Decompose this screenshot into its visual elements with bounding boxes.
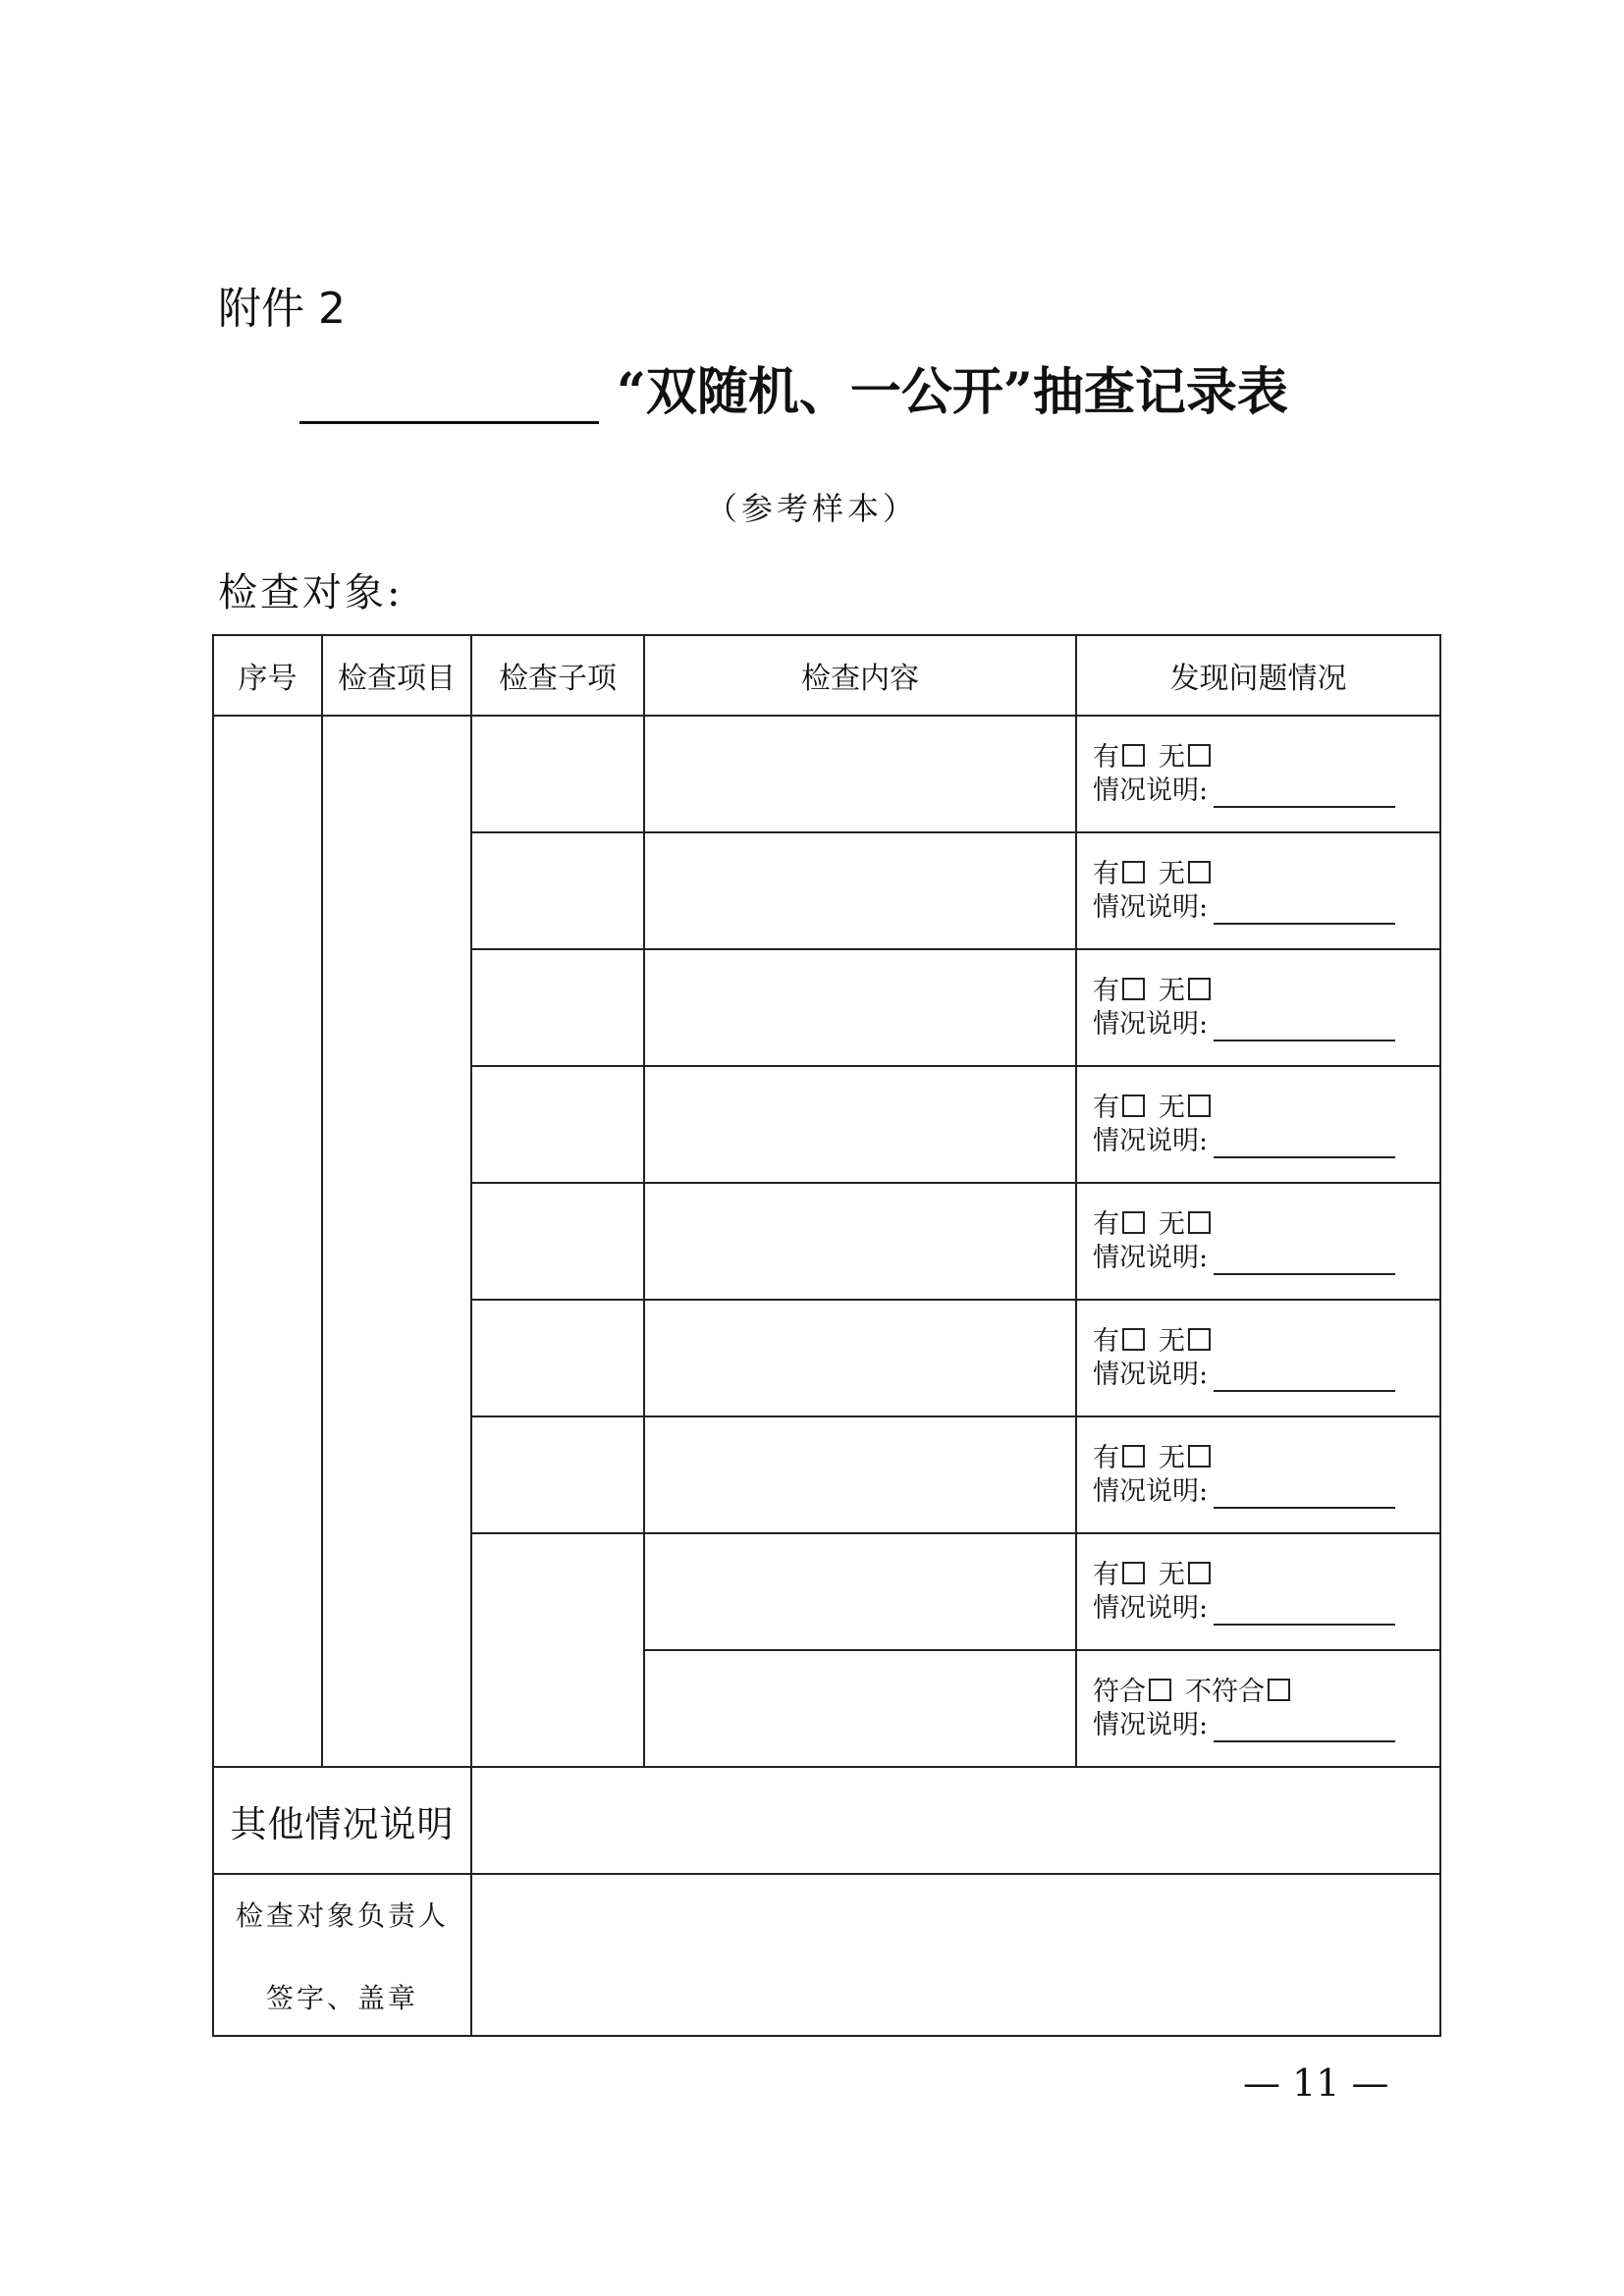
yes-checkbox[interactable] <box>1122 1445 1145 1468</box>
option-no-label: 无 <box>1159 1325 1185 1357</box>
inspection-subitem-cell[interactable] <box>471 1533 644 1767</box>
no-checkbox[interactable] <box>1188 861 1211 883</box>
attachment-label: 附件 2 <box>218 284 346 334</box>
description-fill-line[interactable] <box>1214 1713 1395 1742</box>
findings-cell <box>1076 716 1440 832</box>
option-no-label: 无 <box>1159 1092 1185 1123</box>
no-checkbox[interactable] <box>1188 1562 1211 1584</box>
description-label: 情况说明: <box>1093 1592 1209 1624</box>
header-serial-number: 序号 <box>213 635 322 716</box>
description-fill-line[interactable] <box>1214 778 1395 808</box>
inspection-subitem-cell[interactable] <box>471 1300 644 1416</box>
inspection-subitem-cell[interactable] <box>471 1183 644 1300</box>
table-row <box>213 716 1440 832</box>
inspection-content-cell[interactable] <box>644 1300 1076 1416</box>
page-number: — 11 — <box>1243 2061 1389 2105</box>
description-fill-line[interactable] <box>1214 1479 1395 1509</box>
inspection-object-label: 检查对象: <box>218 570 404 615</box>
description-fill-line[interactable] <box>1214 1012 1395 1041</box>
option-no-label: 无 <box>1159 1559 1185 1590</box>
inspection-content-cell[interactable] <box>644 949 1076 1066</box>
no-checkbox[interactable] <box>1188 744 1211 767</box>
no-checkbox[interactable] <box>1188 1445 1211 1468</box>
findings-cell <box>1076 832 1440 949</box>
yes-checkbox[interactable] <box>1122 1095 1145 1117</box>
other-notes-row <box>213 1767 1440 1874</box>
header-inspection-subitem: 检查子项 <box>471 635 644 716</box>
inspection-subitem-cell[interactable] <box>471 832 644 949</box>
inspection-record-table <box>212 634 1441 2037</box>
no-checkbox[interactable] <box>1188 1211 1211 1234</box>
yes-checkbox[interactable] <box>1122 1328 1145 1351</box>
header-findings: 发现问题情况 <box>1076 635 1440 716</box>
inspection-content-cell[interactable] <box>644 1650 1076 1767</box>
findings-cell <box>1076 1533 1440 1650</box>
title-row <box>299 355 1288 424</box>
option-compliant-label: 符合 <box>1093 1676 1146 1707</box>
no-checkbox[interactable] <box>1188 978 1211 1000</box>
option-yes-label: 有 <box>1093 1442 1119 1473</box>
option-yes-label: 有 <box>1093 858 1119 889</box>
header-inspection-content: 检查内容 <box>644 635 1076 716</box>
description-label: 情况说明: <box>1093 1125 1209 1156</box>
title-blank-line[interactable] <box>299 366 599 424</box>
header-inspection-item: 检查项目 <box>322 635 471 716</box>
option-no-label: 无 <box>1159 1442 1185 1473</box>
inspection-content-cell[interactable] <box>644 1183 1076 1300</box>
description-label: 情况说明: <box>1093 1359 1209 1390</box>
other-notes-label: 其他情况说明 <box>213 1767 471 1874</box>
signature-row <box>213 1874 1440 2036</box>
findings-cell <box>1076 1416 1440 1533</box>
inspection-subitem-cell[interactable] <box>471 716 644 832</box>
option-yes-label: 有 <box>1093 1092 1119 1123</box>
inspection-subitem-cell[interactable] <box>471 949 644 1066</box>
inspection-subitem-cell[interactable] <box>471 1416 644 1533</box>
no-checkbox[interactable] <box>1188 1095 1211 1117</box>
serial-number-cell[interactable] <box>213 716 322 1767</box>
description-fill-line[interactable] <box>1214 895 1395 925</box>
option-yes-label: 有 <box>1093 975 1119 1006</box>
findings-cell <box>1076 1066 1440 1183</box>
option-no-label: 无 <box>1159 1208 1185 1240</box>
table-header-row <box>213 635 1440 716</box>
option-noncompliant-label: 不符合 <box>1185 1676 1265 1707</box>
description-label: 情况说明: <box>1093 1242 1209 1273</box>
description-label: 情况说明: <box>1093 1008 1209 1040</box>
inspection-item-cell[interactable] <box>322 716 471 1767</box>
description-label: 情况说明: <box>1093 774 1209 806</box>
description-label: 情况说明: <box>1093 1475 1209 1507</box>
option-no-label: 无 <box>1159 858 1185 889</box>
no-checkbox[interactable] <box>1188 1328 1211 1351</box>
findings-cell <box>1076 1650 1440 1767</box>
inspection-content-cell[interactable] <box>644 716 1076 832</box>
findings-cell <box>1076 1300 1440 1416</box>
option-yes-label: 有 <box>1093 1559 1119 1590</box>
inspection-content-cell[interactable] <box>644 1533 1076 1650</box>
findings-cell <box>1076 949 1440 1066</box>
option-no-label: 无 <box>1159 741 1185 773</box>
inspection-content-cell[interactable] <box>644 1066 1076 1183</box>
sign-seal-label: 签字、盖章 <box>265 1981 418 2014</box>
yes-checkbox[interactable] <box>1122 1562 1145 1584</box>
noncompliant-checkbox[interactable] <box>1268 1679 1290 1701</box>
description-fill-line[interactable] <box>1214 1129 1395 1158</box>
responsible-person-label: 检查对象负责人 <box>235 1898 449 1932</box>
compliant-checkbox[interactable] <box>1149 1679 1171 1701</box>
inspection-content-cell[interactable] <box>644 1416 1076 1533</box>
yes-checkbox[interactable] <box>1122 744 1145 767</box>
option-no-label: 无 <box>1159 975 1185 1006</box>
description-label: 情况说明: <box>1093 1709 1209 1740</box>
description-fill-line[interactable] <box>1214 1596 1395 1626</box>
signature-cell[interactable] <box>471 1874 1440 2036</box>
findings-cell <box>1076 1183 1440 1300</box>
description-label: 情况说明: <box>1093 891 1209 923</box>
page-title: “双随机、一公开”抽查记录表 <box>617 362 1288 422</box>
signature-label-cell <box>213 1874 471 2036</box>
subtitle: （参考样本） <box>705 490 918 527</box>
yes-checkbox[interactable] <box>1122 861 1145 883</box>
option-yes-label: 有 <box>1093 741 1119 773</box>
inspection-subitem-cell[interactable] <box>471 1066 644 1183</box>
option-yes-label: 有 <box>1093 1208 1119 1240</box>
other-notes-cell[interactable] <box>471 1767 1440 1874</box>
yes-checkbox[interactable] <box>1122 1211 1145 1234</box>
inspection-content-cell[interactable] <box>644 832 1076 949</box>
description-fill-line[interactable] <box>1214 1362 1395 1392</box>
yes-checkbox[interactable] <box>1122 978 1145 1000</box>
option-yes-label: 有 <box>1093 1325 1119 1357</box>
description-fill-line[interactable] <box>1214 1246 1395 1275</box>
